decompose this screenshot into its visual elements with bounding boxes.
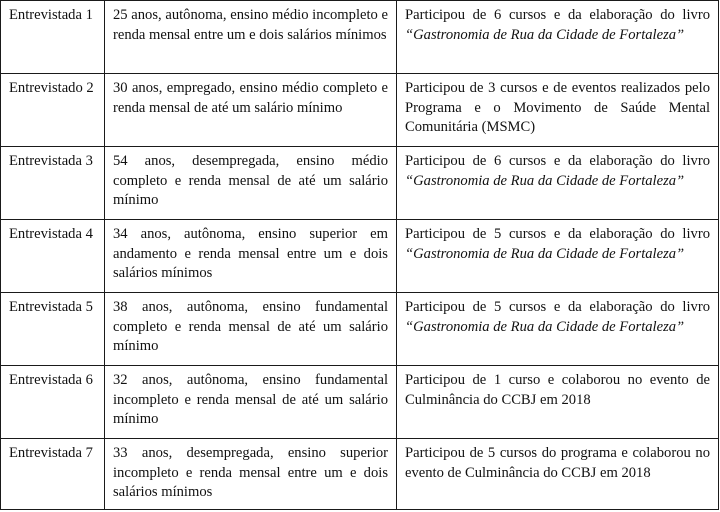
table-row [1, 1, 719, 74]
table-row [1, 366, 719, 439]
interviewee-profile: 34 anos, autônoma, ensino superior em andamento e renda mensal entre um e dois salários mínimos [105, 220, 397, 293]
participation-text: Participou de 3 cursos e de eventos realizados pelo Programa e o Movimento de Saúde Mental Comunitária (MSMC) [405, 80, 710, 135]
interviewee-name: Entrevistada 6 [1, 366, 105, 439]
interviewee-profile: 38 anos, autônoma, ensino fundamental completo e renda mensal de até um salário mínimo [105, 293, 397, 366]
participation-cell [397, 74, 719, 147]
interviewee-profile: 30 anos, empregado, ensino médio completo e renda mensal de até um salário mínimo [105, 74, 397, 147]
participation-cell [397, 439, 719, 510]
table-row [1, 147, 719, 220]
interviewee-profile: 33 anos, desempregada, ensino superior incompleto e renda mensal entre um e dois salários mínimos [105, 439, 397, 510]
interviewee-name: Entrevistada 1 [1, 1, 105, 74]
participation-text: Participou de 6 cursos e da elaboração do livro [405, 153, 710, 169]
participation-text: Participou de 1 curso e colaborou no evento de Culminância do CCBJ em 2018 [405, 372, 710, 408]
interviewee-name: Entrevistada 7 [1, 439, 105, 510]
interviewee-name: Entrevistado 2 [1, 74, 105, 147]
interviewee-name: Entrevistada 3 [1, 147, 105, 220]
participation-text: Participou de 5 cursos do programa e colaborou no evento de Culminância do CCBJ em 2018 [405, 445, 710, 481]
participation-cell [397, 1, 719, 74]
interviewee-name: Entrevistada 4 [1, 220, 105, 293]
participation-text: Participou de 5 cursos e da elaboração do livro [405, 299, 710, 315]
participation-cell [397, 366, 719, 439]
participation-text: Participou de 5 cursos e da elaboração do livro [405, 226, 710, 242]
book-title: “Gastronomia de Rua da Cidade de Fortaleza” [405, 245, 685, 262]
table-row [1, 293, 719, 366]
table-row [1, 439, 719, 510]
participation-cell [397, 147, 719, 220]
table-row [1, 220, 719, 293]
interviewee-profile: 54 anos, desempregada, ensino médio completo e renda mensal de até um salário mínimo [105, 147, 397, 220]
interviewee-profile: 32 anos, autônoma, ensino fundamental incompleto e renda mensal de até um salário mínimo [105, 366, 397, 439]
participation-cell [397, 220, 719, 293]
book-title: “Gastronomia de Rua da Cidade de Fortaleza” [405, 26, 685, 43]
participation-text: Participou de 6 cursos e da elaboração do livro [405, 7, 710, 23]
interviewee-profile: 25 anos, autônoma, ensino médio incompleto e renda mensal entre um e dois salários mínimos [105, 1, 397, 74]
book-title: “Gastronomia de Rua da Cidade de Fortaleza” [405, 172, 685, 189]
participation-cell [397, 293, 719, 366]
interviewee-name: Entrevistada 5 [1, 293, 105, 366]
table-row [1, 74, 719, 147]
book-title: “Gastronomia de Rua da Cidade de Fortaleza” [405, 318, 685, 335]
